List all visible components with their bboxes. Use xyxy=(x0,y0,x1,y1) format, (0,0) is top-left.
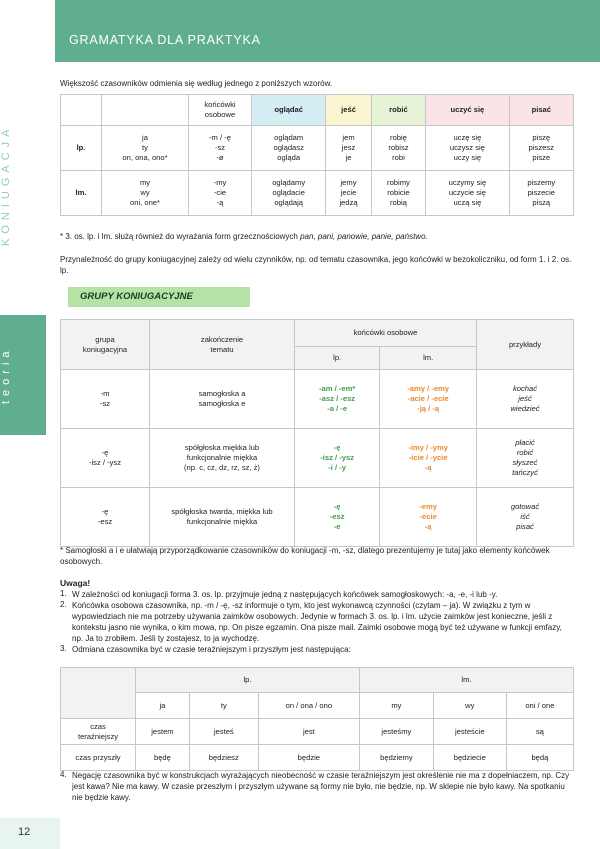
header-verb: uczyć się xyxy=(426,95,509,126)
form-cell: uczymy się uczycie się uczą się xyxy=(426,171,509,216)
form-cell: piszemy piszecie piszą xyxy=(509,171,573,216)
pronoun-header: oni / one xyxy=(506,693,573,719)
pronouns-cell: ja ty on, ona, ono* xyxy=(102,126,189,171)
lp-endings-cell: -ę -isz / -ysz -i / -y xyxy=(295,429,380,488)
form-cell: oglądamy oglądacie oglądają xyxy=(252,171,326,216)
form-cell: jest xyxy=(258,719,359,745)
header-endings: końcówki osobowe xyxy=(189,95,252,126)
lm-endings-cell: -amy / -emy -acie / -ecie -ją / -ą xyxy=(380,370,477,429)
table-row xyxy=(61,719,574,745)
stem-cell: spółgłoska twarda, miękka lub funkcjonalnie miękka xyxy=(150,488,295,547)
pronoun-header: ty xyxy=(189,693,258,719)
form-cell: jesteśmy xyxy=(359,719,433,745)
header-verb: robić xyxy=(371,95,425,126)
table-row xyxy=(61,429,574,488)
byc-conjugation-table xyxy=(60,667,574,771)
lm-endings-cell: -imy / -ymy -icie / -ycie -ą xyxy=(380,429,477,488)
notes-title: Uwaga! xyxy=(60,578,91,588)
form-cell: są xyxy=(506,719,573,745)
form-cell: robię robisz robi xyxy=(371,126,425,171)
conjugation-patterns-table xyxy=(60,94,574,216)
header-lm: lm. xyxy=(359,668,573,693)
form-cell: robimy robicie robią xyxy=(371,171,425,216)
stem-cell: spółgłoska miękka lub funkcjonalnie miękka (np. c, cz, dz, rz, sz, ż) xyxy=(150,429,295,488)
note-item: 3. Odmiana czasownika być w czasie teraźniejszym i przyszłym jest następująca: xyxy=(60,644,351,654)
conjugation-groups-table xyxy=(60,319,574,547)
header-endings: końcówki osobowe xyxy=(295,320,477,347)
form-cell: będziecie xyxy=(433,745,506,771)
examples-cell: płacić robić słyszeć tańczyć xyxy=(477,429,574,488)
paragraph-group-membership: Przynależność do grupy koniugacyjnej zależy od wielu czynników, np. od tematu czasownika, jego końcówki w bezokoliczniku, od form 1. i 2. os. lp. xyxy=(60,255,572,275)
form-cell: jesteś xyxy=(189,719,258,745)
lp-endings-cell: -am / -em* -asz / -esz -a / -e xyxy=(295,370,380,429)
header-verb: oglądać xyxy=(252,95,326,126)
pronoun-header: ja xyxy=(136,693,190,719)
note-item: 4. Negację czasownika być w konstrukcjach wyrażających nieobecność w czasie teraźniejszym jest określenie nie ma z dopełniaczem, np. Czy jest kawa? Nie ma kawy. W czasie przeszłym i przyszłym używane są formy nie było, nie będzie, np. W sklepie nie było kawy. Na spotkaniu nie będzie kawy. xyxy=(60,770,570,802)
page-number: 12 xyxy=(18,826,31,838)
table-row xyxy=(61,126,574,171)
group-cell: -ę -esz xyxy=(61,488,150,547)
form-cell: oglądam oglądasz ogląda xyxy=(252,126,326,171)
table-row xyxy=(61,745,574,771)
header-verb: pisać xyxy=(509,95,573,126)
endings-cell: -my -cie -ą xyxy=(189,171,252,216)
endings-cell: -m / -ę -sz -ø xyxy=(189,126,252,171)
header-stem: zakończenie tematu xyxy=(150,320,295,370)
form-cell: będziemy xyxy=(359,745,433,771)
header-title: GRAMATYKA DLA PRAKTYKA xyxy=(69,33,261,47)
examples-cell: kochać jeść wiedzieć xyxy=(477,370,574,429)
table-row xyxy=(61,488,574,547)
tense-label: czas przyszły xyxy=(61,745,136,771)
header-verb: jeść xyxy=(326,95,371,126)
form-cell: uczę się uczysz się uczy się xyxy=(426,126,509,171)
header-group: grupa koniugacyjna xyxy=(61,320,150,370)
table-row xyxy=(61,171,574,216)
header-examples: przykłady xyxy=(477,320,574,370)
footnote-politeness: * 3. os. lp. i lm. służą również do wyrażania form grzecznościowych pan, pani, panowie, panie, państwo. xyxy=(60,232,428,241)
note-item: 2. Końcówka osobowa czasownika, np. -m / -ę, -sz informuje o tym, kto jest wykonawcą czynności (czytam – ja). W związku z tym w wypowiedziach nie ma potrzeby używania zaimków osobowych. Jedynie w formach 3. os. lp. i lm. użycie zaimków jest konieczne, jeśli z kontekstu jasno nie wynika, o kim mowa, np. On pisze egzamin. Ona pisze mail. Zaimki osobowe mogą być też używane w funkcji emfazy, np. Ja to zrobiłem. Jeśli ty zostajesz, to ja wychodzę. xyxy=(60,600,562,643)
number-label: lm. xyxy=(61,171,102,216)
footnote-vowels: * Samogłoski a i e ułatwiają przyporządkowanie czasowników do koniugacji -m, -sz, dlatego prezentujemy je tutaj jako elementy końcówek osobowych. xyxy=(60,546,550,566)
form-cell: piszę piszesz pisze xyxy=(509,126,573,171)
header-lp: lp. xyxy=(295,347,380,370)
lp-endings-cell: -ę -esz -e xyxy=(295,488,380,547)
header-lm: lm. xyxy=(380,347,477,370)
pronoun-header: wy xyxy=(433,693,506,719)
header-lp: lp. xyxy=(136,668,360,693)
pronoun-header: my xyxy=(359,693,433,719)
table-row xyxy=(61,370,574,429)
form-cell: jemy jecie jedzą xyxy=(326,171,371,216)
examples-cell: gotować iść pisać xyxy=(477,488,574,547)
lm-endings-cell: -emy -ecie -ą xyxy=(380,488,477,547)
form-cell: będą xyxy=(506,745,573,771)
form-cell: będziesz xyxy=(189,745,258,771)
side-label-teoria: teoria xyxy=(0,315,46,435)
group-cell: -m -sz xyxy=(61,370,150,429)
page-header xyxy=(55,0,600,62)
form-cell: będę xyxy=(136,745,190,771)
note-item: 1. W zależności od koniugacji forma 3. os. lp. przyjmuje jedną z następujących końcówek samogłoskowych: -a, -e, -i lub -y. xyxy=(60,589,498,599)
form-cell: jem jesz je xyxy=(326,126,371,171)
stem-cell: samogłoska a samogłoska e xyxy=(150,370,295,429)
intro-text: Większość czasowników odmienia się według jednego z poniższych wzorów. xyxy=(60,79,333,88)
form-cell: będzie xyxy=(258,745,359,771)
section-title: GRUPY KONIUGACYJNE xyxy=(68,287,250,307)
number-label: lp. xyxy=(61,126,102,171)
form-cell: jesteście xyxy=(433,719,506,745)
side-label-koniugacja: KONIUGACJA xyxy=(0,124,12,246)
pronoun-header: on / ona / ono xyxy=(258,693,359,719)
form-cell: jestem xyxy=(136,719,190,745)
group-cell: -ę -isz / -ysz xyxy=(61,429,150,488)
tense-label: czas teraźniejszy xyxy=(61,719,136,745)
pronouns-cell: my wy oni, one* xyxy=(102,171,189,216)
